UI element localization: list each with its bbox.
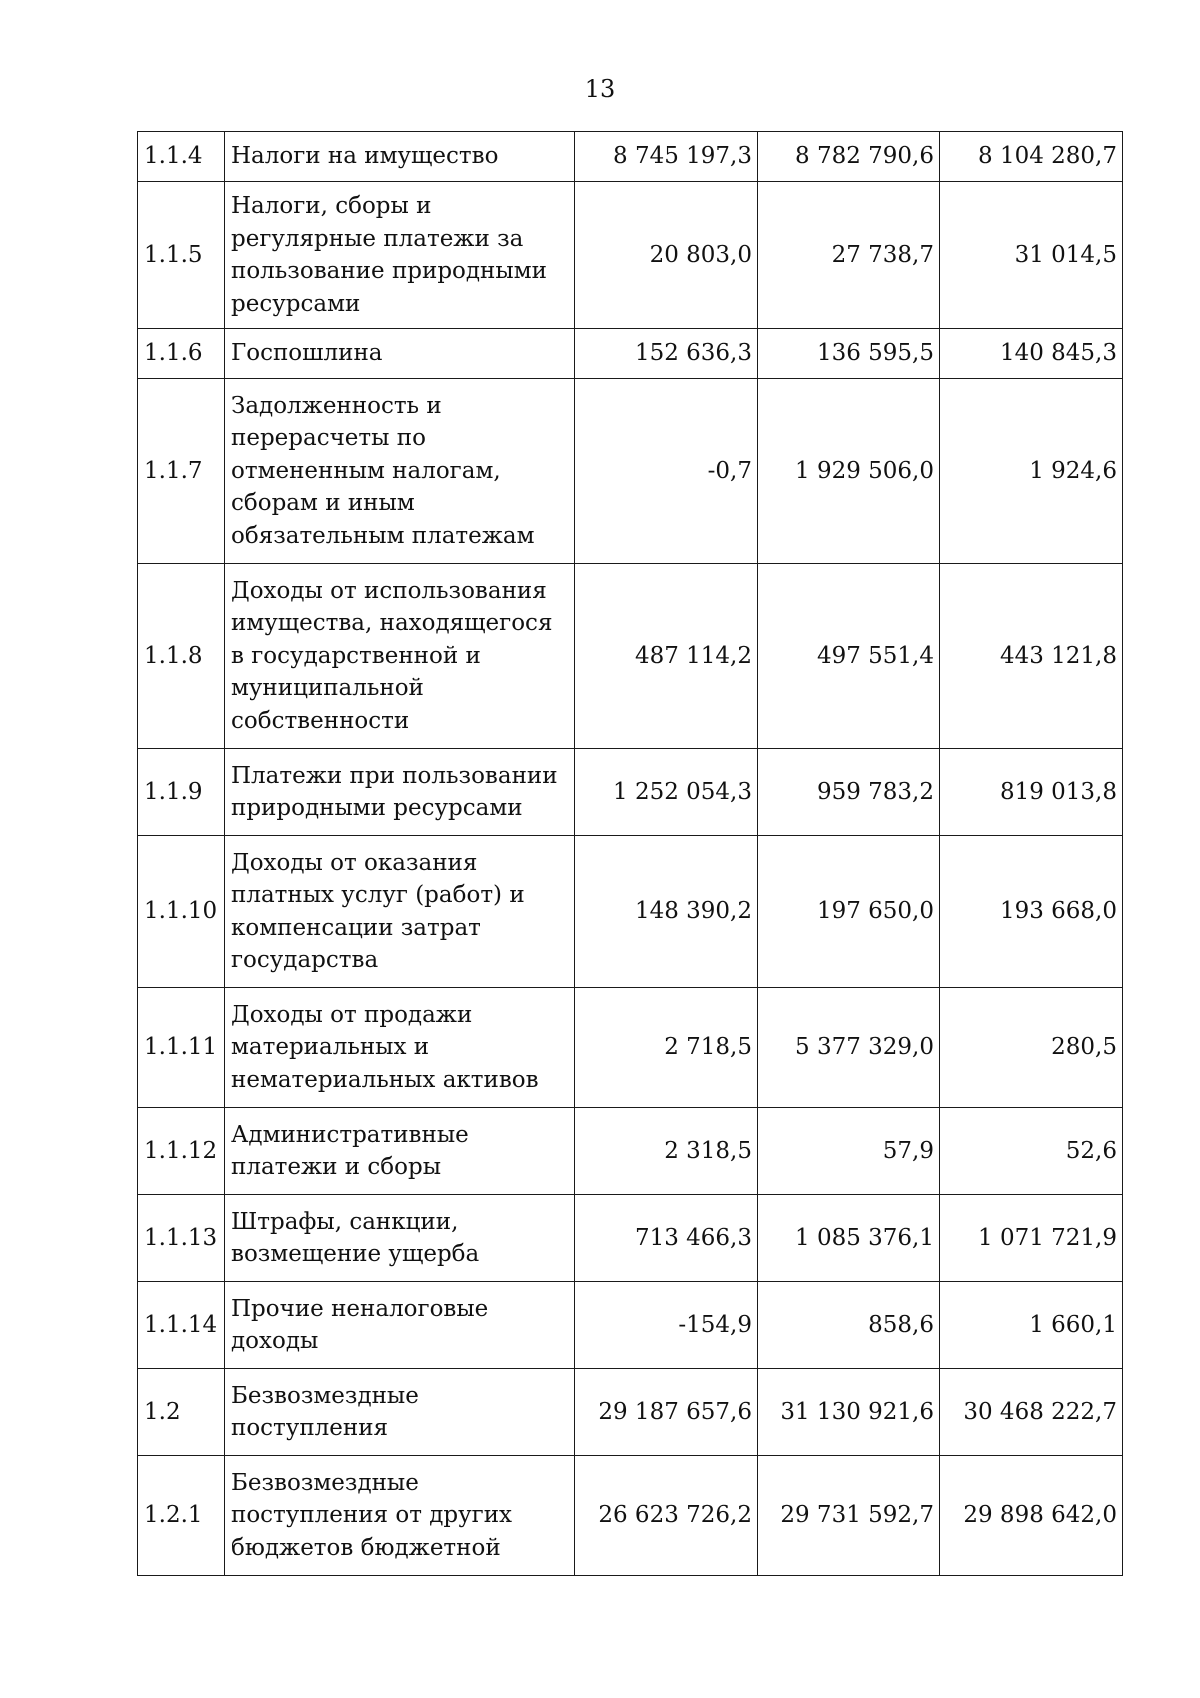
table-row <box>138 1282 1123 1369</box>
row-value-3: 140 845,3 <box>940 329 1123 379</box>
row-code: 1.1.5 <box>138 182 225 329</box>
row-name: Налоги, сборы и регулярные платежи за пользование природными ресурсами <box>225 182 575 329</box>
row-code: 1.1.4 <box>138 132 225 182</box>
row-value-1: 148 390,2 <box>575 836 758 988</box>
row-value-1: 29 187 657,6 <box>575 1369 758 1456</box>
row-code: 1.1.12 <box>138 1108 225 1195</box>
row-value-1: 26 623 726,2 <box>575 1456 758 1576</box>
table-row <box>138 1369 1123 1456</box>
row-value-2: 31 130 921,6 <box>758 1369 940 1456</box>
row-code: 1.1.7 <box>138 379 225 564</box>
row-code: 1.1.6 <box>138 329 225 379</box>
row-name: Доходы от использования имущества, находящегося в государственной и муниципальной собственности <box>225 564 575 749</box>
row-code: 1.1.10 <box>138 836 225 988</box>
row-name: Налоги на имущество <box>225 132 575 182</box>
row-value-2: 27 738,7 <box>758 182 940 329</box>
row-value-3: 1 071 721,9 <box>940 1195 1123 1282</box>
row-value-2: 5 377 329,0 <box>758 988 940 1108</box>
table-row <box>138 749 1123 836</box>
row-value-3: 31 014,5 <box>940 182 1123 329</box>
row-value-1: 152 636,3 <box>575 329 758 379</box>
row-value-3: 1 660,1 <box>940 1282 1123 1369</box>
table-row <box>138 132 1123 182</box>
table-row <box>138 1456 1123 1576</box>
row-code: 1.1.8 <box>138 564 225 749</box>
row-name: Прочие неналоговые доходы <box>225 1282 575 1369</box>
row-value-2: 1 085 376,1 <box>758 1195 940 1282</box>
row-value-1: 2 318,5 <box>575 1108 758 1195</box>
row-value-3: 193 668,0 <box>940 836 1123 988</box>
row-value-3: 1 924,6 <box>940 379 1123 564</box>
row-value-1: -0,7 <box>575 379 758 564</box>
row-name: Административные платежи и сборы <box>225 1108 575 1195</box>
table-row <box>138 1108 1123 1195</box>
page-number: 13 <box>584 75 616 103</box>
table-row <box>138 564 1123 749</box>
row-value-3: 819 013,8 <box>940 749 1123 836</box>
row-value-2: 1 929 506,0 <box>758 379 940 564</box>
row-value-1: 487 114,2 <box>575 564 758 749</box>
row-value-2: 29 731 592,7 <box>758 1456 940 1576</box>
row-value-3: 280,5 <box>940 988 1123 1108</box>
row-code: 1.2 <box>138 1369 225 1456</box>
row-value-3: 29 898 642,0 <box>940 1456 1123 1576</box>
table-row <box>138 329 1123 379</box>
row-name: Платежи при пользовании природными ресурсами <box>225 749 575 836</box>
row-name: Доходы от продажи материальных и нематериальных активов <box>225 988 575 1108</box>
table-row <box>138 379 1123 564</box>
row-value-2: 197 650,0 <box>758 836 940 988</box>
row-name: Штрафы, санкции, возмещение ущерба <box>225 1195 575 1282</box>
row-code: 1.1.11 <box>138 988 225 1108</box>
row-code: 1.1.9 <box>138 749 225 836</box>
row-value-3: 8 104 280,7 <box>940 132 1123 182</box>
row-value-2: 858,6 <box>758 1282 940 1369</box>
budget-table <box>137 131 1123 1576</box>
row-name: Безвозмездные поступления <box>225 1369 575 1456</box>
row-value-2: 57,9 <box>758 1108 940 1195</box>
row-value-1: 1 252 054,3 <box>575 749 758 836</box>
row-value-1: -154,9 <box>575 1282 758 1369</box>
row-code: 1.2.1 <box>138 1456 225 1576</box>
row-name: Доходы от оказания платных услуг (работ) и компенсации затрат государства <box>225 836 575 988</box>
row-code: 1.1.13 <box>138 1195 225 1282</box>
row-value-2: 497 551,4 <box>758 564 940 749</box>
table-row <box>138 182 1123 329</box>
row-name: Госпошлина <box>225 329 575 379</box>
table-row <box>138 1195 1123 1282</box>
row-value-1: 2 718,5 <box>575 988 758 1108</box>
row-value-3: 443 121,8 <box>940 564 1123 749</box>
table-row <box>138 988 1123 1108</box>
row-value-2: 959 783,2 <box>758 749 940 836</box>
row-value-2: 8 782 790,6 <box>758 132 940 182</box>
row-value-3: 52,6 <box>940 1108 1123 1195</box>
row-value-1: 8 745 197,3 <box>575 132 758 182</box>
row-name: Безвозмездные поступления от других бюджетов бюджетной <box>225 1456 575 1576</box>
row-value-1: 20 803,0 <box>575 182 758 329</box>
row-name: Задолженность и перерасчеты по отмененным налогам, сборам и иным обязательным платежам <box>225 379 575 564</box>
table-row <box>138 836 1123 988</box>
row-value-3: 30 468 222,7 <box>940 1369 1123 1456</box>
row-value-2: 136 595,5 <box>758 329 940 379</box>
row-value-1: 713 466,3 <box>575 1195 758 1282</box>
row-code: 1.1.14 <box>138 1282 225 1369</box>
